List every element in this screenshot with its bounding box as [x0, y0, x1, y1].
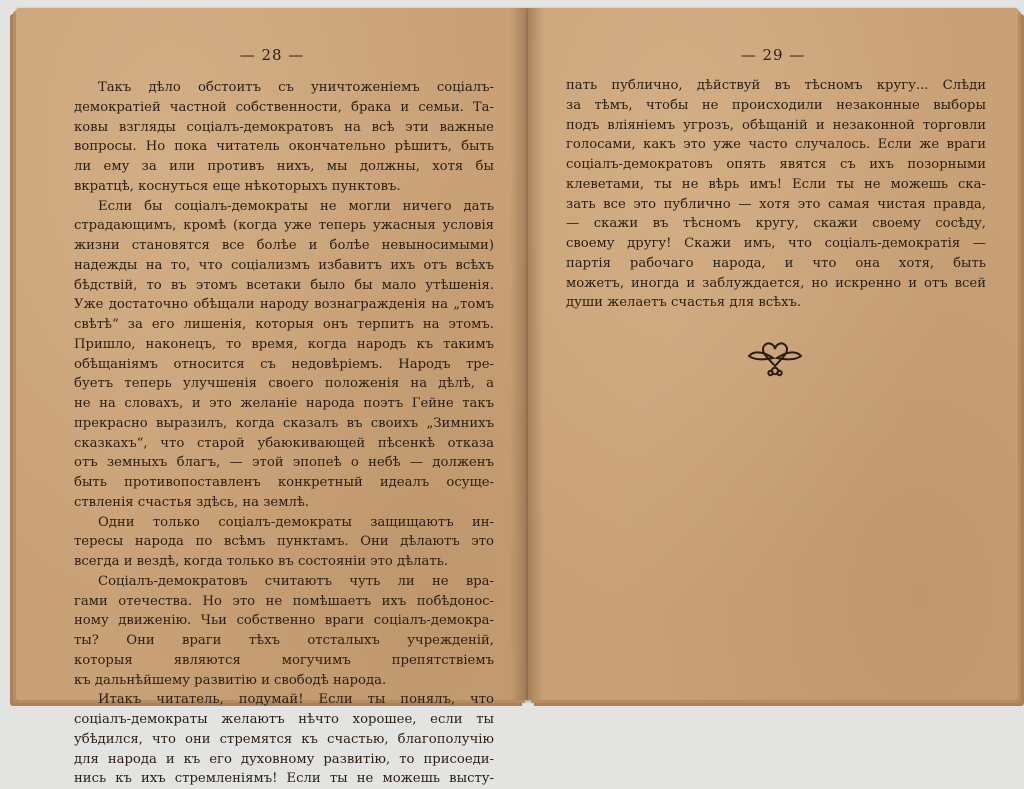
text-line: соціалъ-демократовъ опять явятся съ ихъ позорными — [566, 157, 986, 172]
page-number-right: — 29 — — [740, 46, 806, 64]
text-line: подъ вліяніемъ угрозъ, обѣщаній и незаконной торговли — [566, 117, 986, 133]
text-line: не на словахъ, и это желаніе народа поэтъ Гейне такъ — [74, 396, 494, 411]
text-line: вопросы. Но пока читатель окончательно рѣшитъ, быть — [74, 139, 494, 155]
text-line: демократіей частной собственности, брака и семьи. Та- — [74, 99, 494, 115]
left-page — [16, 8, 528, 787]
text-line: гами отечества. Но это не помѣшаетъ ихъ побѣдонос- — [74, 593, 494, 609]
text-line: своему другу! Скажи имъ, что соціалъ-демократія — — [566, 236, 986, 251]
text-line: Пришло, наконецъ, то время, когда народъ къ такимъ — [74, 336, 494, 352]
text-line: ты? Они враги тѣхъ отсталыхъ учрежденій, — [74, 633, 494, 648]
text-line: ствленія счастья здѣсь, на землѣ. — [74, 494, 309, 510]
text-line: сказкахъ“, что старой убаюкивающей пѣсенкѣ отказа — [74, 435, 494, 451]
text-line: прекрасно выразилъ, когда сказалъ въ своихъ „Зимнихъ — [74, 415, 494, 431]
text-line: отъ земныхъ благъ, — этой эпопеѣ о небѣ — долженъ — [74, 455, 494, 471]
text-line: ли ему за или противъ нихъ, мы должны, хотя бы — [74, 159, 494, 174]
text-line: Если бы соціалъ-демократы не могли ничего дать — [98, 198, 494, 214]
text-line: ковы взгляды соціалъ-демократовъ на всѣ эти важные — [74, 119, 494, 135]
text-line: Соціалъ-демократовъ считаютъ чуть ли не вра- — [98, 573, 494, 589]
text-line: обѣщаніямъ относится съ недовѣріемъ. Народъ тре- — [74, 356, 494, 372]
text-line: убѣдился, что они стремятся къ счастью, благополучію — [74, 731, 494, 747]
text-line: за тѣмъ, чтобы не происходили незаконные выборы — [566, 97, 986, 113]
text-line: Такъ дѣло обстоитъ съ уничтоженіемъ соціалъ- — [98, 80, 494, 95]
floral-heart-ornament-icon — [746, 338, 804, 378]
text-line: для народа и къ его духовному развитію, то присоеди- — [74, 751, 494, 767]
text-line: Одни только соціалъ-демократы защищаютъ ин- — [98, 514, 494, 530]
text-line: души желаетъ счастья для всѣхъ. — [566, 295, 802, 311]
page-number-left: — 28 — — [239, 46, 305, 64]
text-line: Уже достаточно обѣщали народу вознагражденія на „томъ — [74, 297, 494, 313]
text-line: которыя являются могучимъ препятствіемъ — [74, 652, 494, 668]
text-line: всегда и вездѣ, когда только въ состояніи это дѣлать. — [74, 554, 449, 569]
text-line: къ дальнѣйшему развитію и свободѣ народа. — [74, 672, 387, 688]
text-line: можетъ, иногда и заблуждается, но искренно и отъ всей — [566, 275, 986, 291]
right-page-text — [566, 76, 986, 313]
text-line: тересы народа по всѣмъ пунктамъ. Они дѣлаютъ это — [74, 534, 494, 550]
text-line: свѣтѣ“ за его лишенія, которыя онъ терпитъ на этомъ. — [74, 317, 494, 332]
text-line: голосами, какъ это уже часто случалось. Если же враги — [566, 137, 986, 153]
text-line: ному движенію. Чьи собственно враги соціалъ-демокра- — [74, 613, 494, 629]
left-page-text — [74, 78, 494, 789]
text-line: соціалъ-демократы желаютъ нѣчто хорошее, если ты — [74, 712, 494, 727]
text-line: партія рабочаго народа, и что она хотя, быть — [566, 255, 986, 271]
text-line: клеветами, ты не вѣрь имъ! Если ты не можешь ска- — [566, 176, 986, 192]
open-book — [4, 8, 1020, 787]
text-line: — скажи въ тѣсномъ кругу, скажи своему сосѣду, — [566, 216, 986, 232]
text-line: вкратцѣ, коснуться еще нѣкоторыхъ пунктовъ. — [74, 178, 401, 194]
text-line: быть противопоставленъ конкретный идеалъ осуще- — [74, 475, 494, 490]
text-line: буетъ теперь улучшенія своего положенія на дѣлѣ, а — [74, 376, 494, 392]
text-line: страдающимъ, кромѣ (когда уже теперь ужасныя условія — [74, 218, 494, 234]
text-line: Итакъ читатель, подумай! Если ты понялъ, что — [98, 692, 494, 708]
text-line: пать публично, дѣйствуй въ тѣсномъ кругу... Слѣди — [566, 78, 986, 93]
text-line: надежды на то, что соціализмъ избавитъ ихъ отъ всѣхъ — [74, 257, 494, 273]
text-line: зать все это публично — хотя это самая чистая правда, — [566, 196, 986, 212]
text-line: жизни становятся все болѣе и болѣе невыносимыми) — [74, 238, 494, 253]
text-line: нись къ ихъ стремленіямъ! Если ты не можешь высту- — [74, 771, 494, 787]
right-page — [528, 8, 1018, 700]
text-line: бѣдствій, то въ этомъ всетаки было бы мало утѣшенія. — [74, 277, 494, 293]
